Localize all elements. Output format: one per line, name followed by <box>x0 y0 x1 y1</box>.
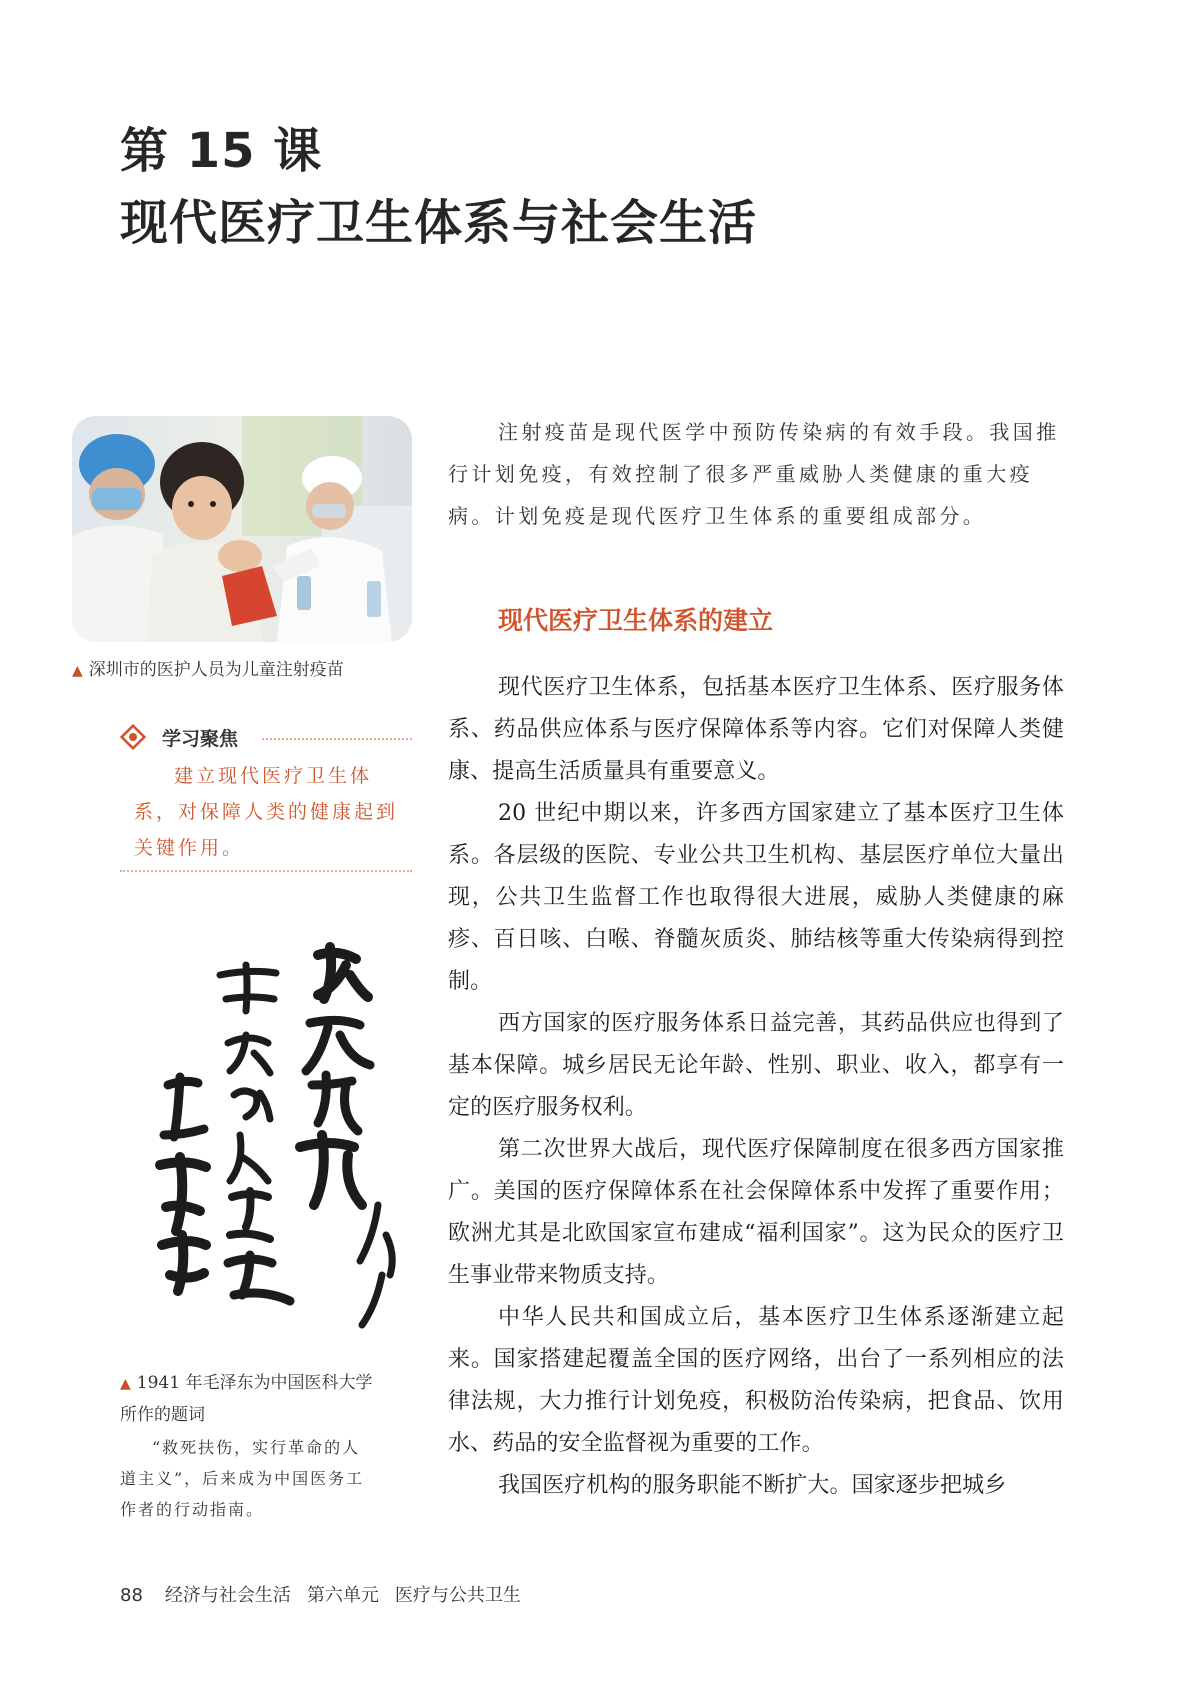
page-number: 88 <box>120 1585 143 1606</box>
paragraph: 第二次世界大战后，现代医疗保障制度在很多西方国家推广。美国的医疗保障体系在社会保障体系中发挥了重要作用；欧洲尤其是北欧国家宣布建成“福利国家”。这为民众的医疗卫生事业带来物质支持。 <box>448 1137 1064 1288</box>
calligraphy-inscription <box>150 935 400 1340</box>
page-footer <box>120 1581 521 1607</box>
focus-label: 学习聚焦 <box>162 728 239 750</box>
divider <box>120 870 412 872</box>
unit-title: 医疗与公共卫生 <box>394 1585 521 1606</box>
section-body <box>448 667 1064 1507</box>
focus-target-icon <box>120 724 146 750</box>
lesson-title: 现代医疗卫生体系与社会生活 <box>120 195 758 251</box>
triangle-icon: ▲ <box>72 663 83 679</box>
divider <box>262 738 412 740</box>
calligraphy-caption-title: ▲ 1941 年毛泽东为中国医科大学所作的题词 <box>120 1373 373 1425</box>
calligraphy-caption-text: “救死扶伤，实行革命的人道主义”，后来成为中国医务工作者的行动指南。 <box>120 1438 365 1519</box>
paragraph: 现代医疗卫生体系，包括基本医疗卫生体系、医疗服务体系、药品供应体系与医疗保障体系等内容。它们对保障人类健康、提高生活质量具有重要意义。 <box>448 675 1064 784</box>
focus-text: 建立现代医疗卫生体系，对保障人类的健康起到关键作用。 <box>134 765 399 859</box>
paragraph: 我国医疗机构的服务职能不断扩大。国家逐步把城乡 <box>498 1473 1007 1498</box>
learning-focus-header <box>120 722 412 752</box>
unit-label: 第六单元 <box>306 1585 379 1606</box>
photo-caption: ▲ 深圳市的医护人员为儿童注射疫苗 <box>72 660 344 680</box>
paragraph: 20 世纪中期以来，许多西方国家建立了基本医疗卫生体系。各层级的医院、专业公共卫生机构、基层医疗单位大量出现，公共卫生监督工作也取得很大进展，威胁人类健康的麻疹、百日咳、白喉、脊髓灰质炎、肺结核等重大传染病得到控制。 <box>448 801 1064 994</box>
intro-paragraph: 注射疫苗是现代医学中预防传染病的有效手段。我国推行计划免疫，有效控制了很多严重威胁人类健康的重大疫病。计划免疫是现代医疗卫生体系的重要组成部分。 <box>448 420 1060 528</box>
paragraph: 中华人民共和国成立后，基本医疗卫生体系逐渐建立起来。国家搭建起覆盖全国的医疗网络，出台了一系列相应的法律法规，大力推行计划免疫，积极防治传染病，把食品、饮用水、药品的安全监督视为重要的工作。 <box>448 1305 1064 1456</box>
vaccination-photo <box>72 416 412 642</box>
lesson-number: 第 15 课 <box>120 123 323 179</box>
paragraph: 西方国家的医疗服务体系日益完善，其药品供应也得到了基本保障。城乡居民无论年龄、性别、职业、收入，都享有一定的医疗服务权利。 <box>448 1011 1064 1120</box>
section-heading: 现代医疗卫生体系的建立 <box>498 606 774 635</box>
triangle-icon: ▲ <box>120 1376 131 1392</box>
book-title: 经济与社会生活 <box>164 1585 291 1606</box>
